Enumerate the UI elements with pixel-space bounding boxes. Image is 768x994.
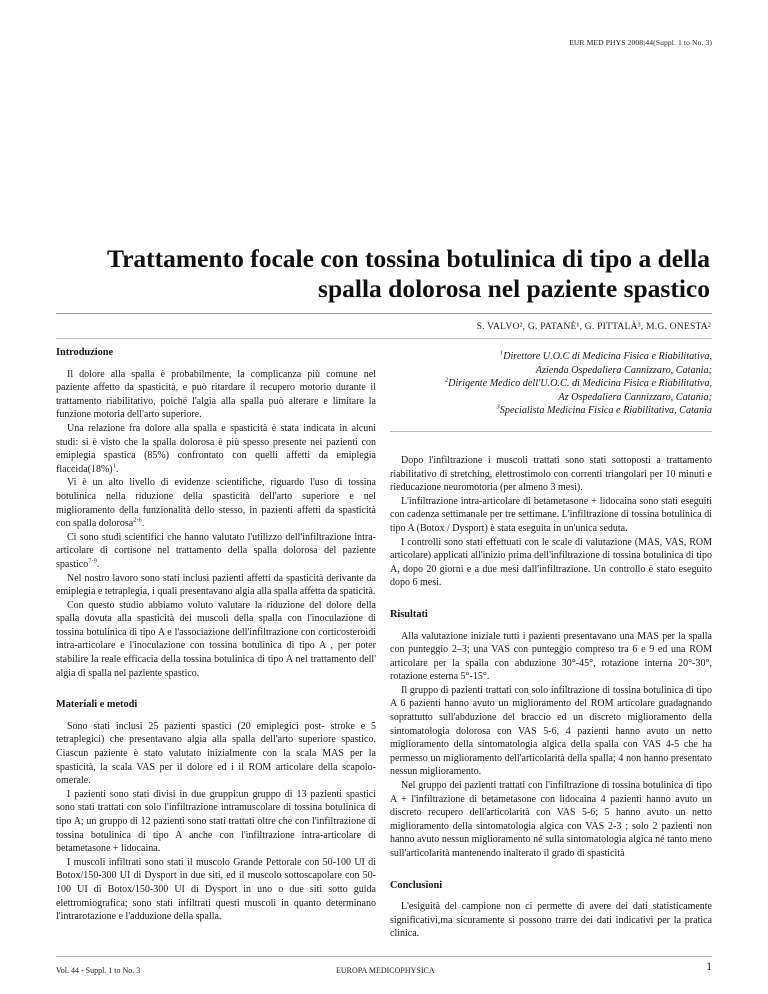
results-section (390, 608, 712, 861)
conclusions-heading: Conclusioni (390, 879, 443, 891)
affiliation-line: $^1$Direttore U.O.C di Medicina Fisica e Riabilitativa, (499, 349, 712, 362)
paragraph: I controlli sono stati effettuati con le scale di valutazione (MAS, VAS, ROM articolare) applicati all'inizio prima dell'infiltrazione di tossina botulinica di tipo A, dopo 20 giorni e a due mesi dall'infiltrazione. Un controllo è stato eseguito dopo 6 mesi. (390, 536, 712, 589)
paragraph: Il dolore alla spalla è probabilmente, la complicanza più comune nel paziente affetto da spasticità, e può ritardare il recupero motorio durante il trattamento riabilitativo, poiché l'algia alla spalla può alterare e limitare la funzione motoria dell'arto superiore. (56, 368, 376, 421)
paragraph: Vi è un alto livello di evidenze scientifiche, riguardo l'uso di tossina botulinica nella riduzione della spasticità dell'arto superiore e nel miglioramento della funzionalità dello stesso, in pazienti affetti da spasticità con spalla dolorosa$^{2-6}$. (56, 477, 376, 530)
footer-volume: Vol. 44 - Suppl. 1 to No. 3 (56, 966, 141, 975)
paragraph: Con questo studio abbiamo voluto valutare la riduzione del dolore della spalla dovuta alla spasticità dei muscoli della spalla con l'inoculazione di tossina botulinica di tipo A e l'associazione dell'infiltrazione con corticosteroidi intra-articolare e l'inoculazione con tossina botulinica di tipo A , per poter stabilire la reale efficacia della tossina botulinica di tipo A nel trattamento dell' algia di spalla nel paziente spastico. (56, 599, 376, 679)
paragraph: Alla valutazione iniziale tutti i pazienti presentavano una MAS per la spalla con punteggio 2–3; una VAS con punteggio compreso tra 6 e 9 ed una ROM articolare per la spalla con abduzione 30°-45°, rotazione interna 20°-30°, rotazione esterna 5°-15°. (390, 630, 712, 683)
authors-divider (56, 338, 712, 339)
introduction-section (56, 346, 376, 680)
article-title: Trattamento focale con tossina botulinica di tipo a della spalla dolorosa nel paziente spastico (106, 244, 710, 303)
paragraph: Una relazione fra dolore alla spalla e spasticità è stata indicata in alcuni studi: si è visto che la spalla dolorosa è più spesso presente nei pazienti con emiplegia spastica (85%) confrontato con quelli affetti da emiplegia $flaccida(18\%)^1$. (56, 422, 376, 475)
methods-section (56, 698, 376, 924)
results-heading: Risultati (390, 608, 428, 620)
citation: 2-6 (133, 516, 142, 524)
right-column (390, 346, 712, 941)
paragraph: I pazienti sono stati divisi in due gruppi:un gruppo di 13 pazienti spastici sono stati trattati con solo l'infiltrazione intramuscolare di tossina botulinica di tipo A; un gruppo di 12 pazienti sono stati trattati oltre che con l'infiltrazione di tossina botulinica di tipo A anche con l'infiltrazione intra-articolare di betametasone + lidocaina. (56, 788, 376, 855)
citation: 7-9 (88, 557, 97, 565)
affiliation-line: Azienda Ospedaliera Cannizzaro, Catania; (535, 364, 712, 376)
running-header: EUR MED PHYS 2008;44(Suppl. 1 to No. 3) (569, 38, 712, 47)
methods-heading: Materiali e metodi (56, 699, 138, 711)
methods-continued (390, 454, 712, 590)
paragraph: L'infiltrazione intra-articolare di betametasone + lidocaina sono stati eseguiti con cadenza settimanale per tre settimane. L'infiltrazione di tossina botulinica di tipo A (Botox / Dysport) è stata eseguita in un'unica seduta. (390, 495, 712, 534)
author-list: S. VALVO², G. PATANÈ¹, G. PITTALÀ³, M.G. ONESTA² (476, 321, 711, 332)
paragraph: Dopo l'infiltrazione i muscoli trattati sono stati sottoposti a trattamento riabilitativo di stretching, elettrostimolo con correnti triangolari per 10 minuti e rieducazione neuromotoria (per almeno 3 mesi). (390, 454, 712, 494)
conclusions-section (390, 879, 712, 941)
affiliation-line: Az Ospedaliera Cannizzaro, Catania; (558, 391, 712, 403)
paragraph: Nel nostro lavoro sono stati inclusi pazienti affetti da spasticità derivante da emiplegia e tetraplegia, i quali presentavano algia alla spalla affetta da spaticità. (56, 572, 376, 598)
introduction-heading: Introduzione (56, 347, 114, 358)
paragraph: Sono stati inclusi 25 pazienti spastici (20 emiplegici post- stroke e 5 tetraplegici) che presentavano algia alla spalla dell'arto superiore spastico. Ciascun paziente è stato valutato inizialmente con la scala MAS per la spasticità, la scala VAS per il dolore ed i il ROM articolare della scapolo-omerale. (56, 720, 376, 787)
footer-divider (56, 956, 712, 957)
affiliations (390, 350, 712, 418)
paragraph: Il gruppo di pazienti trattati con solo infiltrazione di tossina botulinica di tipo A 6 pazienti hanno avuto un miglioramento del ROM articolare guadagnando soprattutto sull'abduzione del braccio ed un discreto miglioramento della sintomatologia dolorosa con VAS 5-6, 4 pazienti hanno avuto un netto miglioramento della sintomatologia algica della spalla con VAS 4-5 che ha permesso un miglioramento dell'articolarità della spalla; 4 non hanno presentato nessun miglioramento. (390, 684, 712, 778)
paragraph: I muscoli infiltrati sono stati il muscolo Grande Pettorale con 50-100 UI di Botox/150-300 UI di Dysport in due siti, ed il muscolo sottoscapolare con 50-100 UI di Botox/150-300 UI di Dysport in uno o due siti sotto guida elettromiografica; sono stati infiltrati questi muscoli in quanto determinano l'intrarotazione e l'adduzione della spalla. (56, 856, 376, 923)
footer-journal: EUROPA MEDICOPHYSICA (336, 966, 435, 975)
affiliation-line: $^3$Specialista Medicina Fisica e Riabilitativa, Catania (496, 403, 712, 417)
affiliations-divider (390, 431, 712, 432)
paragraph: Nel gruppo dei pazienti trattati con l'infiltrazione di tossina botulinica di tipo A + l'infiltrazione di betametasone con lidocaina 4 pazienti hanno avuto un discreto recupero dell'articolarità con VAS 5-6; 5 hanno avuto un netto miglioramento della sintomatologia algica con VAS 2-3 ; solo 2 pazienti non hanno avuto nessun miglioramento né sulla sintomatologia algica né tanto meno sull'articolarità mantenendo inalterato il grado di spasticità (390, 780, 712, 859)
page-number: 1 (706, 961, 712, 973)
title-divider (56, 313, 712, 314)
paragraph: L'esiguità del campione non ci permette di avere dei dati statisticamente significativi,ma sicuramente si possono trarre dei dati indicativi per la pratica clinica. (390, 901, 712, 940)
affiliation-line: $^2$Dirigente Medico dell'U.O.C. di Medicina Fisica e Riabilitativa, (444, 376, 712, 390)
citation: 1 (112, 462, 116, 470)
paragraph: Ci sono studi scientifici che hanno valutato l'utilizzo dell'infiltrazione intra-articolare di cortisone nel trattamento della spalla dolorosa del paziente spastico$^{7-9}$. (56, 531, 376, 570)
left-column (56, 346, 376, 924)
